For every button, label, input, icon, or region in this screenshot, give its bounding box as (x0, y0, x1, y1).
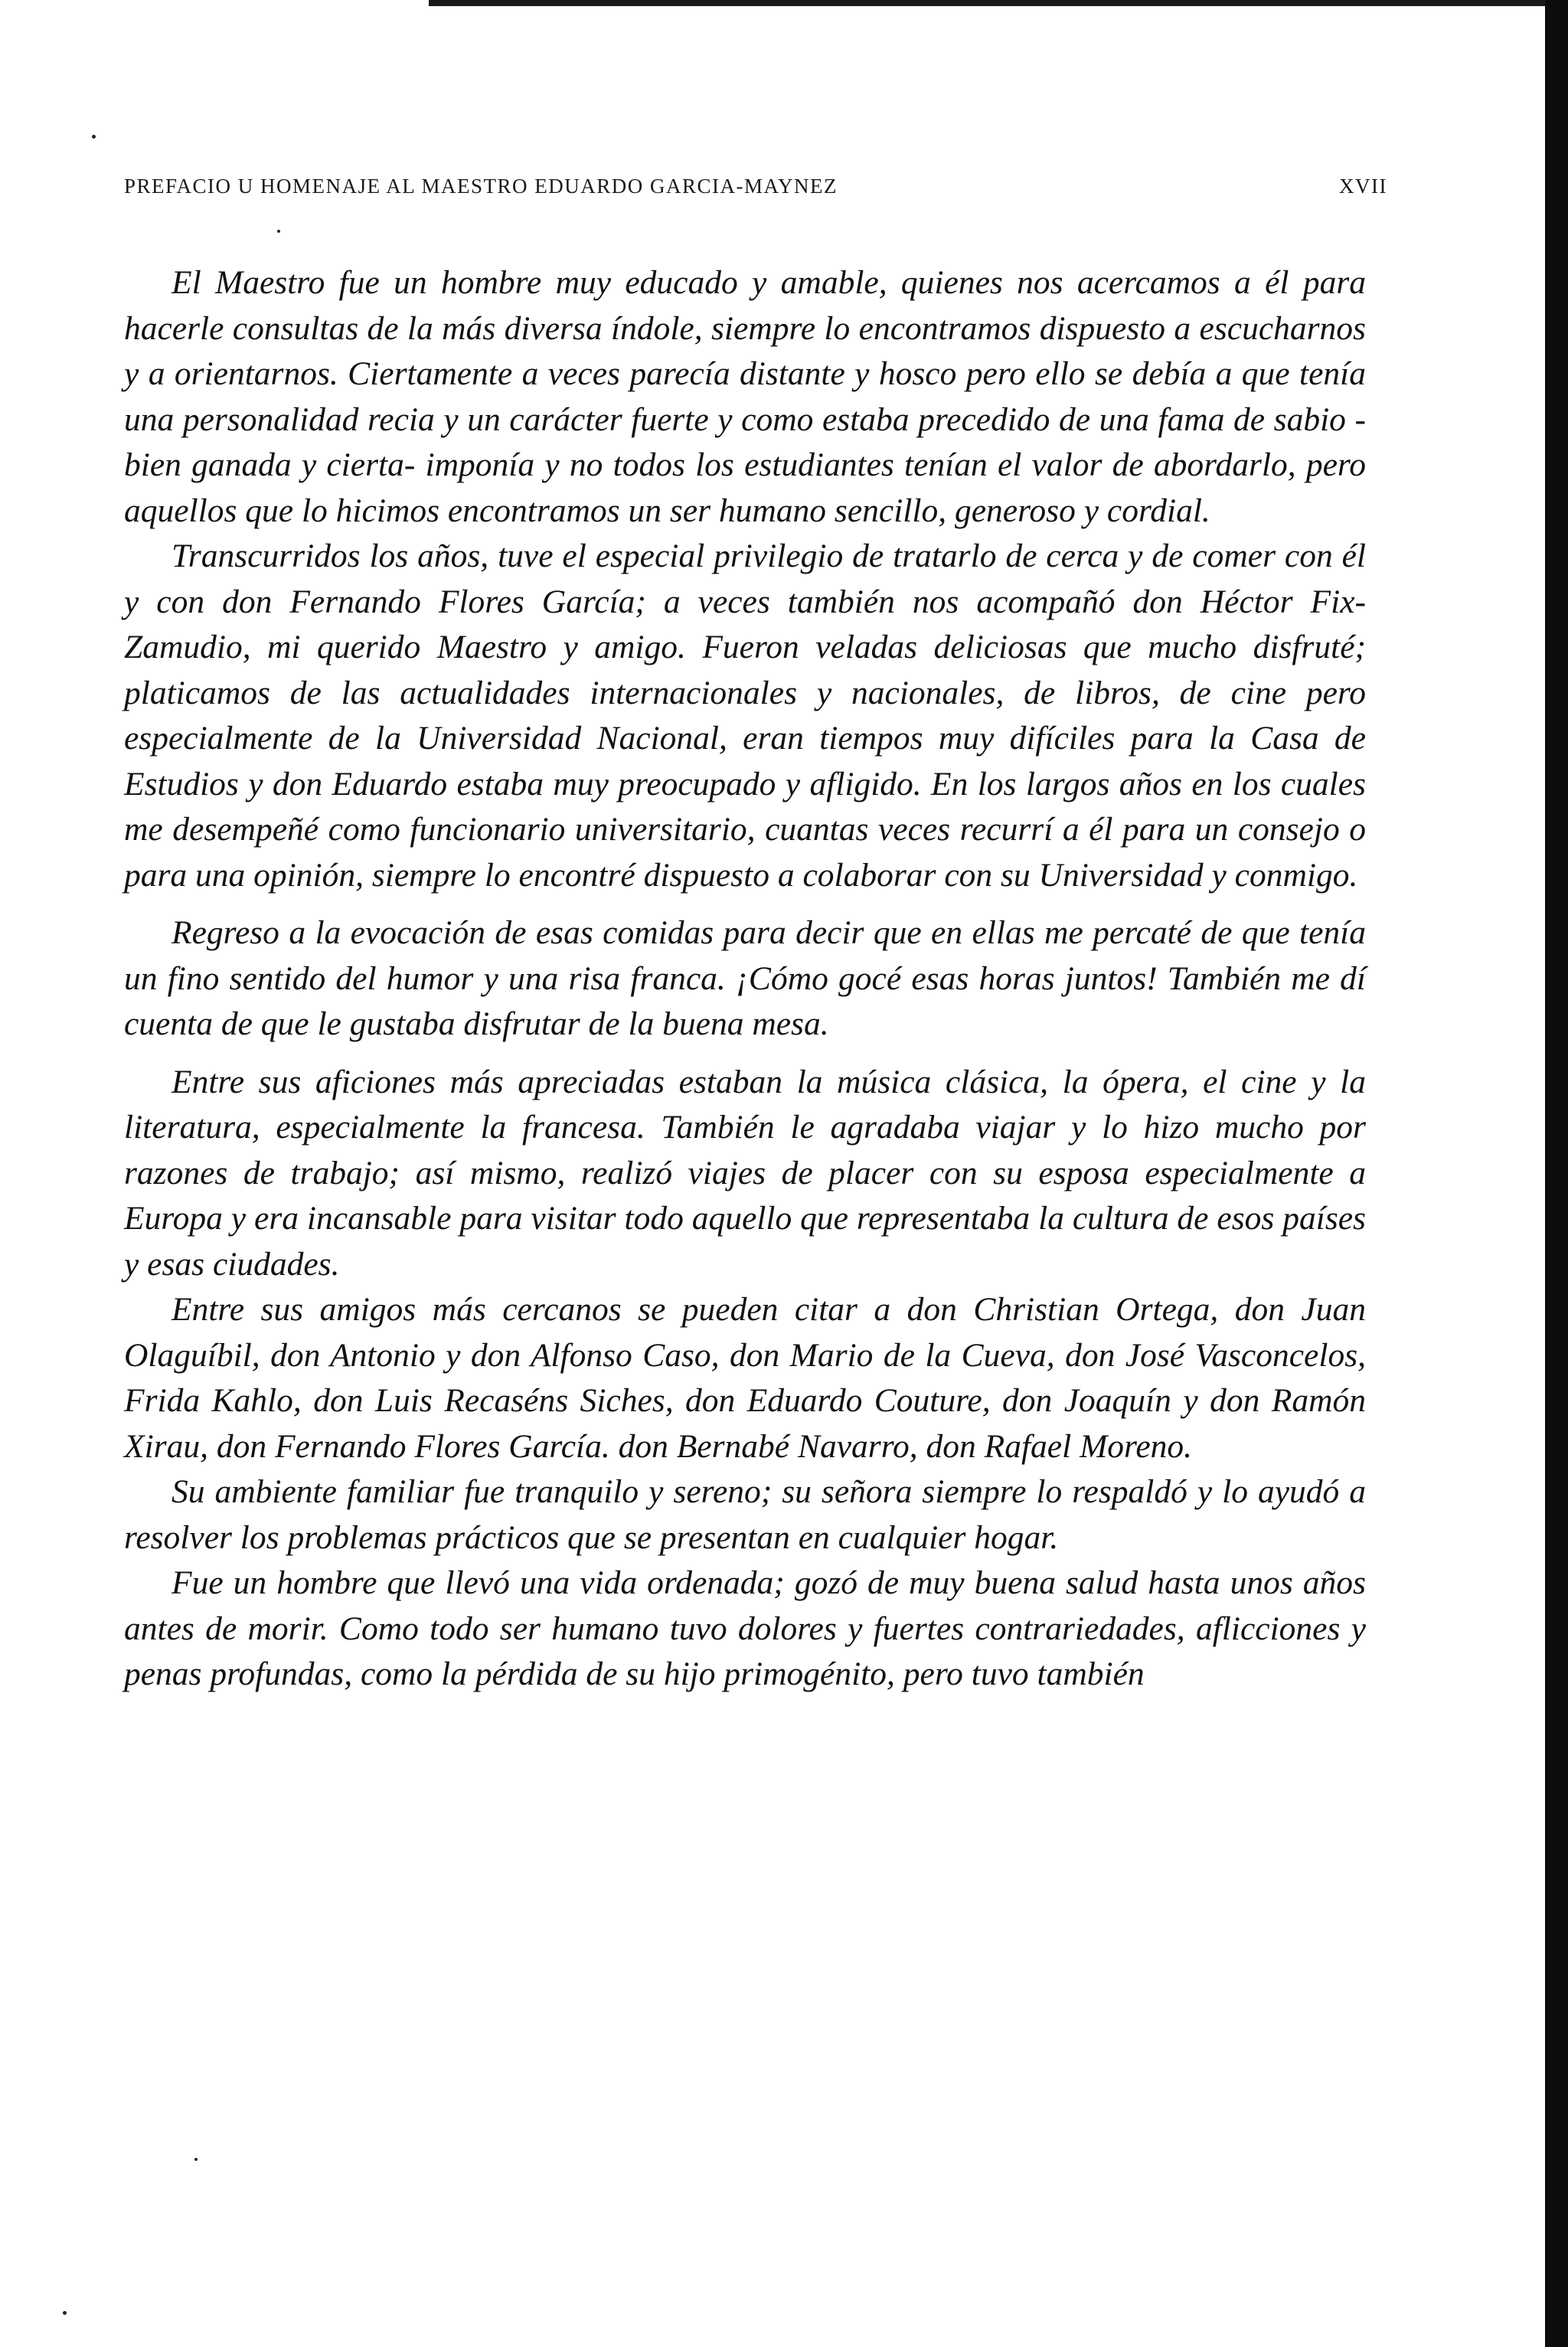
paragraph: Regreso a la evocación de esas comidas para decir que en ellas me percaté de que tenía un fino sentido del humor y una risa franca. ¡Cómo gocé esas horas juntos! También me dí cuenta de que le gustaba disfrutar de la buena mesa. (124, 914, 1366, 1042)
scan-speck (277, 230, 280, 233)
paragraph: Entre sus amigos más cercanos se pueden citar a don Christian Ortega, don Juan Olaguíbil, don Antonio y don Alfonso Caso, don Mario de la Cueva, don José Vasconcelos, Frida Kahlo, don Luis Recaséns Siches, don Eduardo Couture, don Joaquín y don Ramón Xirau, don Fernando Flores García. don Bernabé Navarro, don Rafael Moreno. (124, 1291, 1366, 1465)
scan-speck (92, 135, 96, 139)
scan-speck (194, 2158, 198, 2161)
running-head (124, 175, 1387, 205)
paragraph: El Maestro fue un hombre muy educado y amable, quienes nos acercamos a él para hacerle consultas de la más diversa índole, siempre lo encontramos dispuesto a escucharnos y a orientarnos. Ciertamente a veces parecía distante y hosco pero ello se debía a que tenía una personalidad recia y un carácter fuerte y como estaba precedido de una fama de sabio -bien ganada y cierta- imponía y no todos los estudiantes tenían el valor de abordarlo, pero aquellos que lo hicimos encontramos un ser humano sencillo, generoso y cordial. (124, 264, 1366, 529)
paragraph: Fue un hombre que llevó una vida ordenada; gozó de muy buena salud hasta unos años antes de morir. Como todo ser humano tuvo dolores y fuertes contrariedades, aflicciones y penas profundas, como la pérdida de su hijo primogénito, pero tuvo también (124, 1564, 1366, 1692)
scan-border-right (1545, 0, 1568, 2347)
scan-speck (63, 2311, 67, 2315)
body-text (124, 260, 1366, 1698)
paragraph: Su ambiente familiar fue tranquilo y sereno; su señora siempre lo respaldó y lo ayudó a resolver los problemas prácticos que se presentan en cualquier hogar. (124, 1473, 1366, 1556)
running-head-title: PREFACIO U HOMENAJE AL MAESTRO EDUARDO GARCIA-MAYNEZ (124, 175, 838, 198)
page-number: XVII (1339, 175, 1387, 198)
paragraph: Transcurridos los años, tuve el especial privilegio de tratarlo de cerca y de comer con él y con don Fernando Flores García; a veces también nos acompañó don Héctor Fix-Zamudio, mi querido Maestro y amigo. Fueron veladas deliciosas que mucho disfruté; platicamos de las actualidades internacionales y nacionales, de libros, de cine pero especialmente de la Universidad Nacional, eran tiempos muy difíciles para la Casa de Estudios y don Eduardo estaba muy preocupado y afligido. En los largos años en los cuales me desempeñé como funcionario universitario, cuantas veces recurrí a él para un consejo o para una opinión, siempre lo encontré dispuesto a colaborar con su Universidad y conmigo. (124, 538, 1366, 894)
paragraph: Entre sus aficiones más apreciadas estaban la música clásica, la ópera, el cine y la literatura, especialmente la francesa. También le agradaba viajar y lo hizo mucho por razones de trabajo; así mismo, realizó viajes de placer con su esposa especialmente a Europa y era incansable para visitar todo aquello que representaba la cultura de esos países y esas ciudades. (124, 1063, 1366, 1283)
scan-border-top (429, 0, 1568, 6)
